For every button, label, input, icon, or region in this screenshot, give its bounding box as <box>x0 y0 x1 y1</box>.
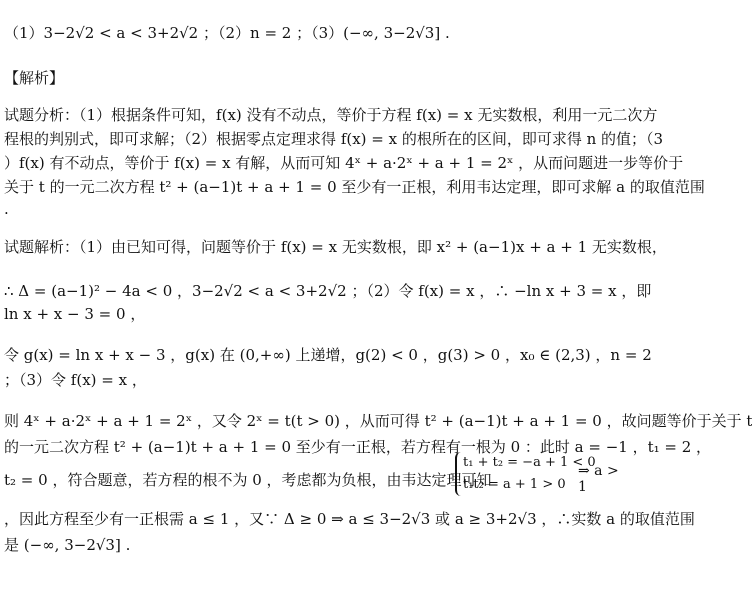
solution-line: t₂ = 0 ，符合题意，若方程的根不为 0 ，考虑都为负根，由韦达定理可知 <box>4 471 492 489</box>
solution-line: 令 g(x) = ln x + x − 3 ，g(x) 在 (0,+∞) 上递增，g(2) < 0 ，g(3) > 0 ，x₀ ∈ (2,3) ，n = 2 <box>4 346 652 364</box>
analysis-line: 程根的判别式，即可求解；（2）根据零点定理求得 f(x) = x 的根所在的区间，即可求得 n 的值；（3 <box>4 130 664 148</box>
solution-line: ln x + x − 3 = 0 ， <box>4 305 146 323</box>
system-equation-sum: t₁ + t₂ = −a + 1 < 0 <box>463 455 596 470</box>
solution-line: ∴ Δ = (a−1)² − 4a < 0 ，3−2√2 < a < 3+2√2 ；（2）令 f(x) = x ，∴ −ln x + 3 = x ，即 <box>4 282 652 300</box>
vieta-system <box>455 452 596 496</box>
solution-intro: 试题解析：（1）由已知可得，问题等价于 f(x) = x 无实数根，即 x² + (a−1)x + a + 1 无实数根， <box>4 238 667 256</box>
solution-line: ，因此方程至少有一正根需 a ≤ 1 ，又∵ Δ ≥ 0 ⇒ a ≤ 3−2√3 或 a ≥ 3+2√3 ，∴实数 a 的取值范围 <box>4 510 695 528</box>
section-heading: 【解析】 <box>4 69 65 87</box>
implication: ⇒ a > 1 <box>578 463 619 495</box>
solution-line: 的一元二次方程 t² + (a−1)t + a + 1 = 0 至少有一正根，若方程有一根为 0 ：此时 a = −1 ，t₁ = 2 ， <box>4 438 712 456</box>
analysis-line: . <box>4 200 9 218</box>
solution-line: 是 (−∞, 3−2√3] . <box>4 536 131 554</box>
analysis-line: 试题分析：（1）根据条件可知，f(x) 没有不动点，等价于方程 f(x) = x 无实数根，利用一元二次方 <box>4 106 658 124</box>
solution-line: 则 4ˣ + a·2ˣ + a + 1 = 2ˣ ，又令 2ˣ = t(t > 0) ，从而可得 t² + (a−1)t + a + 1 = 0 ，故问题等价于关于 t <box>4 412 752 430</box>
analysis-line: ）f(x) 有不动点，等价于 f(x) = x 有解，从而可知 4ˣ + a·2ˣ + a + 1 = 2ˣ ，从而问题进一步等价于 <box>4 154 684 172</box>
solution-line: ；（3）令 f(x) = x ， <box>4 371 147 389</box>
system-equation-product: t₁t₂ = a + 1 > 0 <box>463 477 566 492</box>
analysis-line: 关于 t 的一元二次方程 t² + (a−1)t + a + 1 = 0 至少有一正根，利用韦达定理，即可求解 a 的取值范围 <box>4 178 705 196</box>
answer-line: （1）3−2√2 < a < 3+2√2 ；（2）n = 2 ；（3）(−∞, 3−2√3] . <box>4 24 450 42</box>
